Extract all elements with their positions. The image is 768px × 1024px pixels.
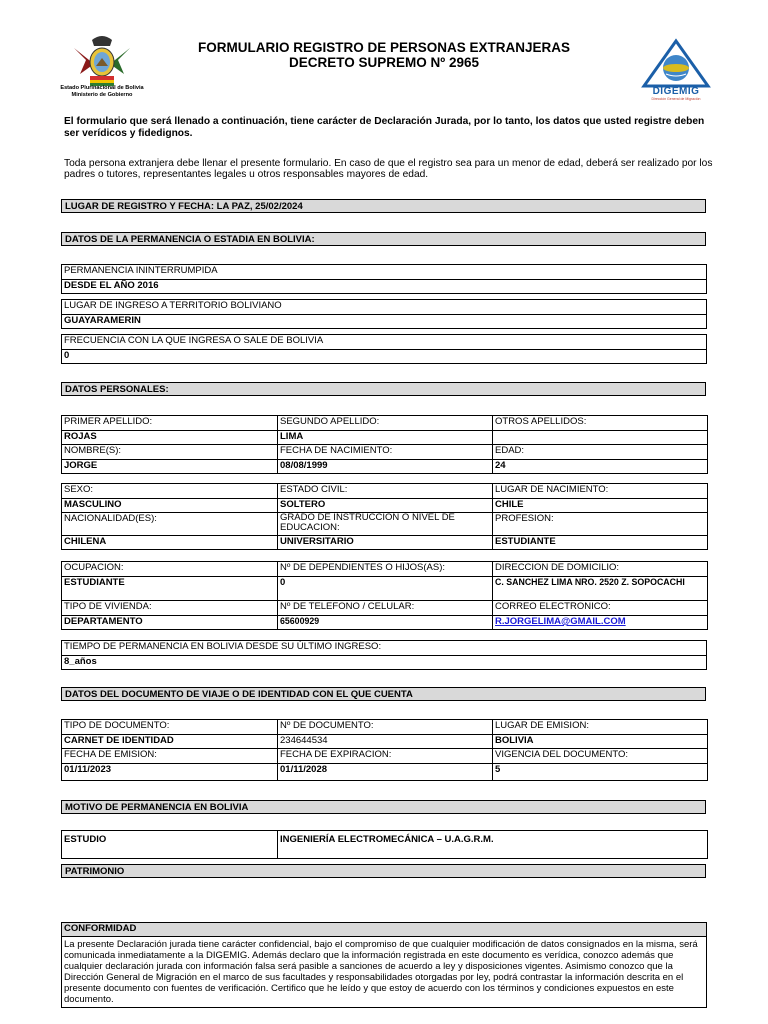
telefono-label: Nº DE TELEFONO / CELULAR: [278, 601, 493, 616]
ocupacion-label: OCUPACION: [62, 562, 278, 577]
sexo-value[interactable]: MASCULINO [62, 499, 278, 513]
digemig-logo [638, 38, 714, 100]
estado-civil-value[interactable]: SOLTERO [278, 499, 493, 513]
primer-apellido-value[interactable]: ROJAS [62, 431, 278, 445]
segundo-apellido-label: SEGUNDO APELLIDO: [278, 416, 493, 431]
motivo-tipo[interactable]: ESTUDIO [62, 831, 278, 859]
sexo-label: SEXO: [62, 484, 278, 499]
logo-subtext: Dirección General de Migración [651, 97, 701, 101]
primer-apellido-label: PRIMER APELLIDO: [62, 416, 278, 431]
tiempo-table [61, 640, 707, 670]
form-title-line1: FORMULARIO REGISTRO DE PERSONAS EXTRANJERAS [197, 40, 571, 55]
form-title [150, 40, 618, 70]
telefono-value[interactable]: 65600929 [278, 616, 493, 630]
ingreso-value[interactable]: GUAYARAMERIN [62, 315, 707, 329]
otros-apellidos-label: OTROS APELLIDOS: [493, 416, 708, 431]
tipo-doc-value[interactable]: CARNET DE IDENTIDAD [62, 735, 278, 749]
registro-bar: LUGAR DE REGISTRO Y FECHA: LA PAZ, 25/02/2024 [61, 199, 706, 213]
personal-table-1 [61, 415, 708, 474]
frecuencia-value[interactable]: 0 [62, 350, 707, 364]
section-permanencia: DATOS DE LA PERMANENCIA O ESTADIA EN BOLIVIA: [61, 232, 706, 246]
instructions-note: Toda persona extranjera debe llenar el presente formulario. En caso de que el registro sea para un menor de edad, deberá ser realizado por los padres o tutores, representantes legales u otros responsables mayores de edad. [64, 158, 713, 180]
profesion-value[interactable]: ESTUDIANTE [493, 536, 708, 550]
vivienda-value[interactable]: DEPARTAMENTO [62, 616, 278, 630]
declaration-notice: El formulario que será llenado a continuación, tiene carácter de Declaración Jurada, por lo tanto, los datos que usted registre deben ser verídicos y fidedignos. [64, 116, 705, 139]
personal-table-3 [61, 561, 708, 630]
frecuencia-label: FRECUENCIA CON LA QUE INGRESA O SALE DE BOLIVIA [62, 335, 707, 350]
frecuencia-table [61, 334, 707, 364]
lugar-nac-label: LUGAR DE NACIMIENTO: [493, 484, 708, 499]
section-patrimonio: PATRIMONIO [61, 864, 706, 878]
nacionalidad-value[interactable]: CHILENA [62, 536, 278, 550]
edad-label: EDAD: [493, 445, 708, 460]
seal-caption-line2: Ministerio de Gobierno [71, 91, 133, 98]
section-datos-personales: DATOS PERSONALES: [61, 382, 706, 396]
tiempo-value[interactable]: 8_años [62, 656, 707, 670]
seal-caption-line1: Estado Plurinacional de Bolivia [60, 85, 144, 91]
grado-label: GRADO DE INSTRUCCION O NIVEL DE EDUCACION: [278, 513, 493, 536]
fecha-nac-value[interactable]: 08/08/1999 [278, 460, 493, 474]
ocupacion-value[interactable]: ESTUDIANTE [62, 577, 278, 601]
fecha-emision-label: FECHA DE EMISION: [62, 749, 278, 764]
ingreso-label: LUGAR DE INGRESO A TERRITORIO BOLIVIANO [62, 300, 707, 315]
section-conformidad: CONFORMIDAD [62, 923, 707, 937]
numero-doc-label: Nº DE DOCUMENTO: [278, 720, 493, 735]
dependientes-value[interactable]: 0 [278, 577, 493, 601]
section-documento: DATOS DEL DOCUMENTO DE VIAJE O DE IDENTIDAD CON EL QUE CUENTA [61, 687, 706, 701]
vivienda-label: TIPO DE VIVIENDA: [62, 601, 278, 616]
lugar-nac-value[interactable]: CHILE [493, 499, 708, 513]
seal-caption [52, 85, 152, 98]
profesion-label: PROFESION: [493, 513, 708, 536]
logo-text: DIGEMIG [652, 86, 700, 97]
ininterrumpida-value[interactable]: DESDE EL AÑO 2016 [62, 280, 707, 294]
nombres-label: NOMBRE(S): [62, 445, 278, 460]
vigencia-value[interactable]: 5 [493, 764, 708, 781]
fecha-emision-value[interactable]: 01/11/2023 [62, 764, 278, 781]
correo-link[interactable]: R.JORGELIMA@GMAIL.COM [495, 616, 626, 627]
conformidad-table [61, 922, 707, 1008]
tiempo-label: TIEMPO DE PERMANENCIA EN BOLIVIA DESDE SU ÚLTIMO INGRESO: [62, 641, 707, 656]
permanencia-table [61, 264, 707, 294]
correo-label: CORREO ELECTRONICO: [493, 601, 708, 616]
numero-doc-value[interactable]: 234644534 [278, 735, 493, 749]
tipo-doc-label: TIPO DE DOCUMENTO: [62, 720, 278, 735]
otros-apellidos-value[interactable] [493, 431, 708, 445]
coat-of-arms-seal [70, 34, 134, 86]
fecha-nac-label: FECHA DE NACIMIENTO: [278, 445, 493, 460]
domicilio-value[interactable]: C. SANCHEZ LIMA NRO. 2520 Z. SOPOCACHI [493, 577, 708, 601]
section-motivo: MOTIVO DE PERMANENCIA EN BOLIVIA [61, 800, 706, 814]
domicilio-label: DIRECCION DE DOMICILIO: [493, 562, 708, 577]
grado-value[interactable]: UNIVERSITARIO [278, 536, 493, 550]
fecha-expiracion-value[interactable]: 01/11/2028 [278, 764, 493, 781]
form-title-line2: DECRETO SUPREMO Nº 2965 [289, 55, 479, 70]
motivo-detalle[interactable]: INGENIERÍA ELECTROMECÁNICA – U.A.G.R.M. [278, 831, 708, 859]
personal-table-2 [61, 483, 708, 550]
lugar-emision-label: LUGAR DE EMISION: [493, 720, 708, 735]
conformidad-text: La presente Declaración jurada tiene carácter confidencial, bajo el compromiso de que cualquier modificación de datos consignados en la misma, será comunicada inmediatamente a la DIGEMIG. Además declaro que la información registrada en este documento es verídica, conozco además que cualquier declaración jurada con información falsa será pasible a sanciones de acuerdo a ley y disposiciones vigentes. Asimismo conozco que la Dirección General de Migración en el marco de sus facultades y responsabilidades otorgadas por ley, podrá contrastar la información descrita en el presente documento con fuentes de verificación. Certifico que he leído y que estoy de acuerdo con los términos y condiciones expuestos en este documento. [62, 937, 707, 1008]
ininterrumpida-label: PERMANENCIA ININTERRUMPIDA [62, 265, 707, 280]
vigencia-label: VIGENCIA DEL DOCUMENTO: [493, 749, 708, 764]
lugar-emision-value[interactable]: BOLIVIA [493, 735, 708, 749]
fecha-expiracion-label: FECHA DE EXPIRACION: [278, 749, 493, 764]
correo-cell [493, 616, 708, 630]
edad-value[interactable]: 24 [493, 460, 708, 474]
nacionalidad-label: NACIONALIDAD(ES): [62, 513, 278, 536]
dependientes-label: Nº DE DEPENDIENTES O HIJOS(AS): [278, 562, 493, 577]
ingreso-table [61, 299, 707, 329]
segundo-apellido-value[interactable]: LIMA [278, 431, 493, 445]
motivo-table [61, 830, 708, 859]
nombres-value[interactable]: JORGE [62, 460, 278, 474]
estado-civil-label: ESTADO CIVIL: [278, 484, 493, 499]
documento-table [61, 719, 708, 781]
